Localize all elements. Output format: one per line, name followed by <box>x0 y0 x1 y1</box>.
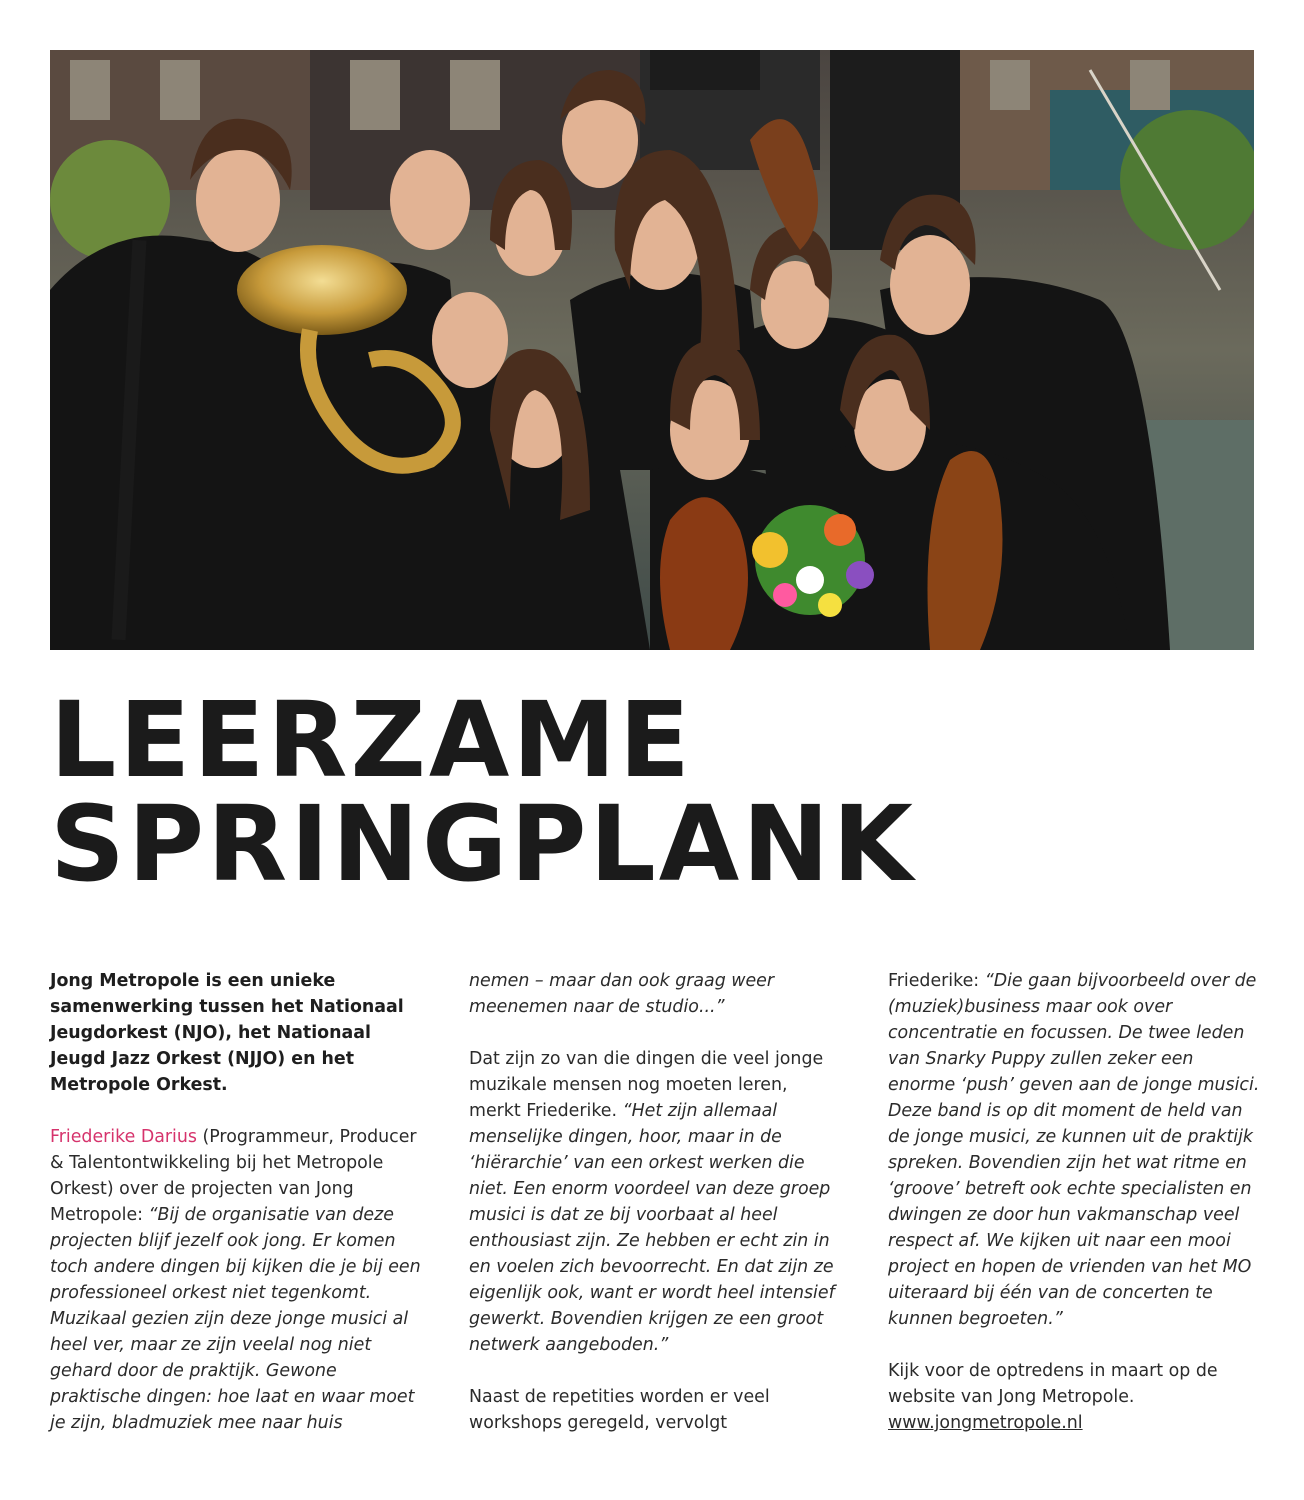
body-paragraph-4-text: Friederike: <box>888 971 985 991</box>
article-column-1 <box>50 968 422 1462</box>
lead-paragraph: Jong Metropole is een unieke samenwerking tussen het Nationaal Jeugdorkest (NJO), het Nationaal Jeugd Jazz Orkest (NJJO) en het Metropole Orkest. <box>50 971 404 1095</box>
intro-paragraph <box>50 1124 422 1436</box>
article-column-2 <box>469 968 841 1462</box>
intro-quote: “Bij de organisatie van deze projecten blijf jezelf ook jong. Er komen toch andere dingen bij kijken die je bij een professioneel orkest niet tegenkomt. Muzikaal gezien zijn deze jonge musici al heel ver, maar ze zijn veelal nog niet gehard door de praktijk. Gewone praktische dingen: hoe laat en waar moet je zijn, bladmuziek mee naar huis <box>50 1205 421 1433</box>
body-paragraph-2-text: Dat zijn zo van die dingen die veel jonge muzikale mensen nog moeten leren, merkt Friederike. <box>469 1049 824 1121</box>
body-paragraph-2-quote: “Het zijn allemaal menselijke dingen, hoor, maar in de ‘hiërarchie’ van een orkest werken die niet. Een enorm voordeel van deze groep musici is dat ze bij voorbaat al heel enthousiast zijn. Ze hebben er echt zin in en voelen zich bevoorrecht. En dat zijn ze eigenlijk ook, want er wordt heel intensief gewerkt. Bovendien krijgen ze een groot netwerk aangeboden.” <box>469 1101 835 1355</box>
body-paragraph-2 <box>469 1046 841 1358</box>
closing-text: Kijk voor de optredens in maart op de website van Jong Metropole. <box>888 1361 1218 1407</box>
article-column-3 <box>888 968 1260 1462</box>
body-paragraph-3: Naast de repetities worden er veel workshops geregeld, vervolgt <box>469 1387 770 1433</box>
website-link[interactable]: www.jongmetropole.nl <box>888 1413 1083 1433</box>
quote-continuation-text: nemen – maar dan ook graag weer meenemen naar de studio...” <box>469 971 775 1017</box>
article-title-line-2: SPRINGPLANK <box>50 783 916 905</box>
body-paragraph-4 <box>888 968 1260 1332</box>
article-title-line-1: LEERZAME <box>50 679 693 801</box>
intro-text: (Programmeur, Producer & Talentontwikkeling bij het Metropole Orkest) over de projecten van Jong Metropole: <box>50 1127 417 1225</box>
body-paragraph-4-quote: “Die gaan bijvoorbeeld over de (muziek)business maar ook over concentratie en focussen. De twee leden van Snarky Puppy zullen zeker een enorme ‘push’ geven aan de jonge musici. Deze band is op dit moment de held van de jonge musici, ze kunnen uit de praktijk spreken. Bovendien zijn het wat ritme en ‘groove’ betreft ook echte specialisten en dwingen ze door hun vakmanschap veel respect af. We kijken uit naar een mooi project en hopen de vrienden van het MO uiteraard bij één van de concerten te kunnen begroeten.” <box>888 971 1260 1329</box>
group-photo-of-young-orchestra-musicians <box>50 50 1254 650</box>
article-title <box>50 679 916 905</box>
quote-continuation <box>469 968 841 1020</box>
author-name: Friederike Darius <box>50 1127 197 1147</box>
closing-paragraph <box>888 1358 1260 1436</box>
group-photo <box>50 50 1254 650</box>
